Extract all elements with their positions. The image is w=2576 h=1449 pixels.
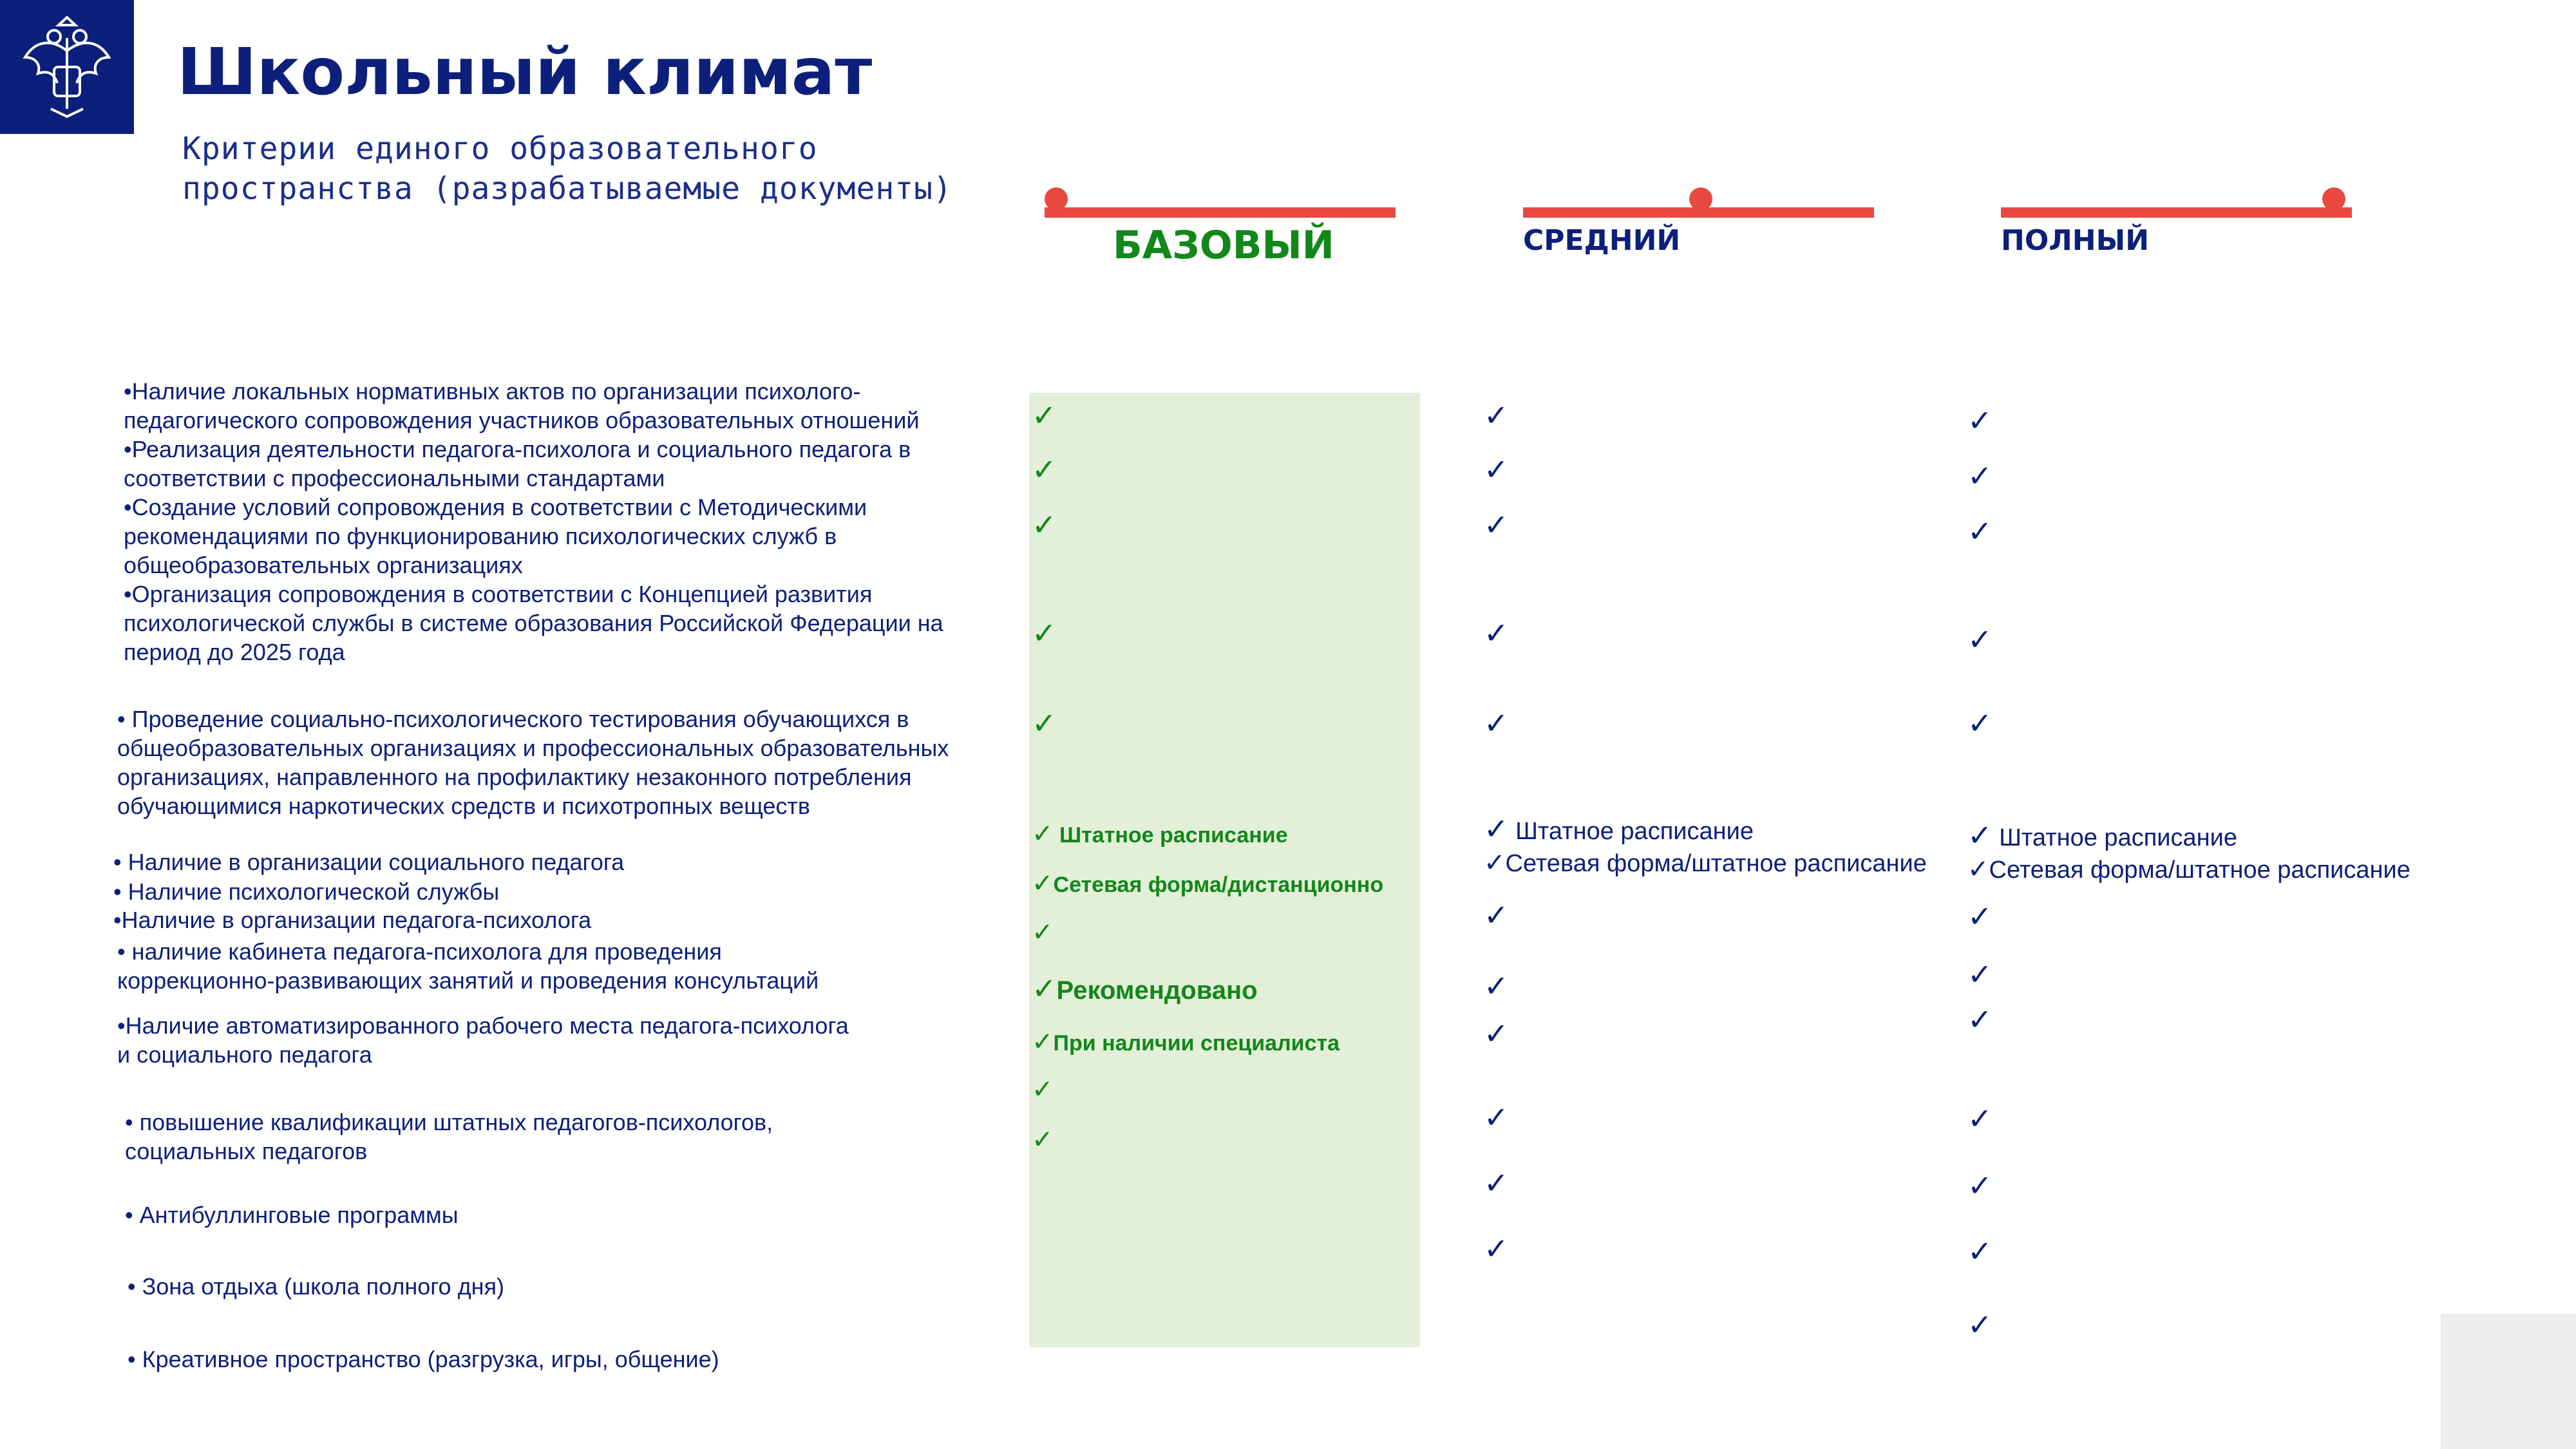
checkmark-icon: ✓ — [1484, 848, 1506, 878]
checkmark-icon: ✓ — [1484, 398, 1509, 433]
basic-check-social-pedagogue: ✓ Штатное расписание — [1032, 819, 1288, 849]
bullet: • — [125, 1109, 133, 1135]
bullet: • — [124, 494, 132, 520]
page-title: Школьный климат — [177, 34, 873, 109]
basic-check-workplace: ✓При наличии специалиста — [1032, 1027, 1340, 1057]
basic-check-psych-service: ✓Сетевая форма/дистанционно — [1032, 869, 1384, 898]
checkmark-icon: ✓ — [1484, 1231, 1509, 1266]
medium-check-prof-standards — [1484, 452, 1509, 487]
checkmark-icon: ✓ — [1032, 616, 1057, 650]
medium-check-methodical — [1484, 507, 1509, 542]
full-check-rest-zone — [1967, 1234, 1993, 1269]
criterion-creative-space: • Креативное пространство (разгрузка, игры, общение) — [128, 1346, 719, 1372]
full-check-creative-space — [1967, 1307, 1993, 1342]
medium-check-rest-zone — [1484, 1231, 1509, 1266]
coat-of-arms-logo — [0, 0, 134, 134]
checkmark-icon: ✓ — [1484, 1166, 1509, 1200]
double-headed-eagle-icon — [19, 12, 115, 122]
page-subtitle — [182, 129, 952, 209]
checkmark-icon: ✓ — [1032, 507, 1057, 542]
full-check-qualification — [1967, 1101, 1993, 1136]
basic-check-testing — [1032, 706, 1057, 741]
checkmark-icon: ✓ — [1967, 1101, 1993, 1136]
checkmark-icon: ✓ — [1032, 1125, 1054, 1155]
checkmark-icon: ✓ — [1032, 971, 1057, 1006]
checkmark-icon: ✓ — [1967, 706, 1993, 741]
checkmark-icon: ✓ — [1032, 1027, 1054, 1057]
medium-check-local-acts — [1484, 398, 1509, 433]
full-level-bar — [2001, 207, 2352, 218]
criterion-automated-workplace: •Наличие автоматизированного рабочего места педагога-психолога и социального педагога — [117, 1012, 849, 1068]
medium-check-social-pedagogue: ✓ Штатное расписание — [1484, 811, 1754, 846]
basic-check-psych-office: ✓Рекомендовано — [1032, 971, 1258, 1006]
checkmark-icon: ✓ — [1967, 957, 1993, 992]
full-check-concept — [1967, 622, 1993, 657]
subtitle-line-1: Критерии единого образовательного — [182, 131, 818, 167]
medium-check-testing — [1484, 706, 1509, 741]
corner-decoration — [2441, 1314, 2576, 1449]
checkmark-icon: ✓ — [1967, 1234, 1993, 1269]
basic-level-column — [1029, 393, 1420, 1347]
bullet: • — [113, 878, 122, 905]
basic-level-marker — [1045, 187, 1068, 211]
bullet: • — [117, 1012, 126, 1039]
full-check-social-pedagogue: ✓ Штатное расписание — [1967, 818, 2237, 853]
subtitle-line-2: пространства (разрабатываемые документы) — [182, 171, 952, 207]
full-check-psych-service: ✓Сетевая форма/штатное расписание — [1967, 855, 2410, 884]
checkmark-icon: ✓ — [1484, 452, 1509, 487]
criterion-professional-standards: •Реализация деятельности педагога-психолога и социального педагога в соответствии с профессиональными стандартами — [124, 436, 911, 491]
basic-check-psychologist — [1032, 920, 1054, 945]
checkmark-icon: ✓ — [1484, 1016, 1509, 1051]
bullet: • — [125, 1202, 133, 1228]
full-level-marker — [2322, 187, 2345, 211]
checkmark-icon: ✓ — [1967, 622, 1993, 657]
basic-check-local-acts — [1032, 398, 1057, 433]
basic-check-qualification — [1032, 1077, 1054, 1103]
basic-level-label: БАЗОВЫЙ — [1113, 223, 1334, 268]
checkmark-icon: ✓ — [1484, 507, 1509, 542]
full-check-prof-standards — [1967, 461, 1993, 491]
medium-check-psych-service: ✓Сетевая форма/штатное расписание — [1484, 848, 1927, 878]
checkmark-icon: ✓ — [1967, 1002, 1993, 1037]
medium-level-label: СРЕДНИЙ — [1523, 224, 1681, 257]
checkmark-icon: ✓ — [1032, 819, 1054, 849]
bullet: • — [124, 436, 132, 462]
checkmark-icon: ✓ — [1484, 616, 1509, 650]
medium-check-qualification — [1484, 1100, 1509, 1135]
criterion-psych-office: • наличие кабинета педагога-психолога для проведения коррекционно-развивающих занятий и проведения консультаций — [117, 938, 819, 994]
checkmark-icon: ✓ — [1967, 818, 1993, 853]
bullet: • — [128, 1346, 136, 1372]
bullet: • — [113, 907, 122, 933]
criterion-local-acts: •Наличие локальных нормативных актов по организации психолого- педагогического сопровождения участников образовательных отношений — [124, 378, 920, 433]
basic-check-prof-standards — [1032, 452, 1057, 487]
medium-level-marker — [1689, 187, 1712, 211]
criterion-antibullying: • Антибуллинговые программы — [125, 1202, 459, 1228]
bullet: • — [113, 849, 122, 875]
basic-check-antibullying — [1032, 1127, 1054, 1153]
criterion-rest-zone: • Зона отдыха (школа полного дня) — [128, 1273, 504, 1300]
checkmark-icon: ✓ — [1967, 899, 1993, 934]
checkmark-icon: ✓ — [1967, 1307, 1993, 1342]
full-check-methodical — [1967, 514, 1993, 549]
checkmark-icon: ✓ — [1967, 855, 1989, 884]
basic-check-concept — [1032, 618, 1057, 648]
checkmark-icon: ✓ — [1032, 706, 1057, 741]
full-check-testing — [1967, 706, 1993, 741]
criterion-psych-service-concept: •Организация сопровождения в соответствии с Концепцией развития психологической службы в системе образования Российской Федерации на период до 2025 года — [124, 581, 943, 665]
checkmark-icon: ✓ — [1484, 811, 1509, 846]
checkmark-icon: ✓ — [1967, 514, 1993, 549]
criterion-social-pedagogue: • Наличие в организации социального педагога — [113, 849, 625, 875]
checkmark-icon: ✓ — [1967, 459, 1993, 493]
full-check-workplace — [1967, 1002, 1993, 1037]
checkmark-icon: ✓ — [1967, 403, 1993, 438]
checkmark-icon: ✓ — [1032, 869, 1054, 898]
criterion-psychologist: •Наличие в организации педагога-психолога — [113, 907, 592, 933]
medium-check-workplace — [1484, 1016, 1509, 1051]
bullet: • — [124, 581, 132, 607]
checkmark-icon: ✓ — [1484, 1100, 1509, 1135]
criterion-methodical-recommendations: •Создание условий сопровождения в соответствии с Методическими рекомендациями по функционированию психологических служб в общеобразовательных организациях — [124, 494, 867, 578]
checkmark-icon: ✓ — [1484, 898, 1509, 933]
medium-check-psychologist — [1484, 898, 1509, 933]
bullet: • — [124, 378, 132, 404]
full-check-psychologist — [1967, 899, 1993, 934]
basic-level-bar — [1045, 207, 1396, 218]
criterion-socio-psych-testing: • Проведение социально-психологического тестирования обучающихся в общеобразовательных организациях и профессиональных образовательных организациях, направленного на профилактику незаконного потребления обучающимися наркотических средств и психотропных веществ — [117, 706, 949, 819]
checkmark-icon: ✓ — [1032, 918, 1054, 947]
medium-check-concept — [1484, 618, 1509, 648]
checkmark-icon: ✓ — [1967, 1168, 1993, 1203]
full-check-local-acts — [1967, 403, 1993, 438]
checkmark-icon: ✓ — [1032, 398, 1057, 433]
checkmark-icon: ✓ — [1484, 706, 1509, 741]
criterion-psych-service: • Наличие психологической службы — [113, 878, 500, 905]
medium-check-antibullying — [1484, 1168, 1509, 1198]
checkmark-icon: ✓ — [1032, 452, 1057, 487]
full-check-antibullying — [1967, 1168, 1993, 1203]
medium-check-psych-office — [1484, 971, 1509, 1001]
checkmark-icon: ✓ — [1032, 1075, 1054, 1104]
full-level-label: ПОЛНЫЙ — [2001, 224, 2150, 257]
bullet: • — [117, 706, 126, 732]
basic-check-methodical — [1032, 507, 1057, 542]
full-check-psych-office — [1967, 957, 1993, 992]
criterion-qualification: • повышение квалификации штатных педагогов-психологов, социальных педагогов — [125, 1109, 773, 1164]
bullet: • — [128, 1273, 136, 1300]
checkmark-icon: ✓ — [1484, 969, 1509, 1003]
bullet: • — [117, 938, 126, 965]
